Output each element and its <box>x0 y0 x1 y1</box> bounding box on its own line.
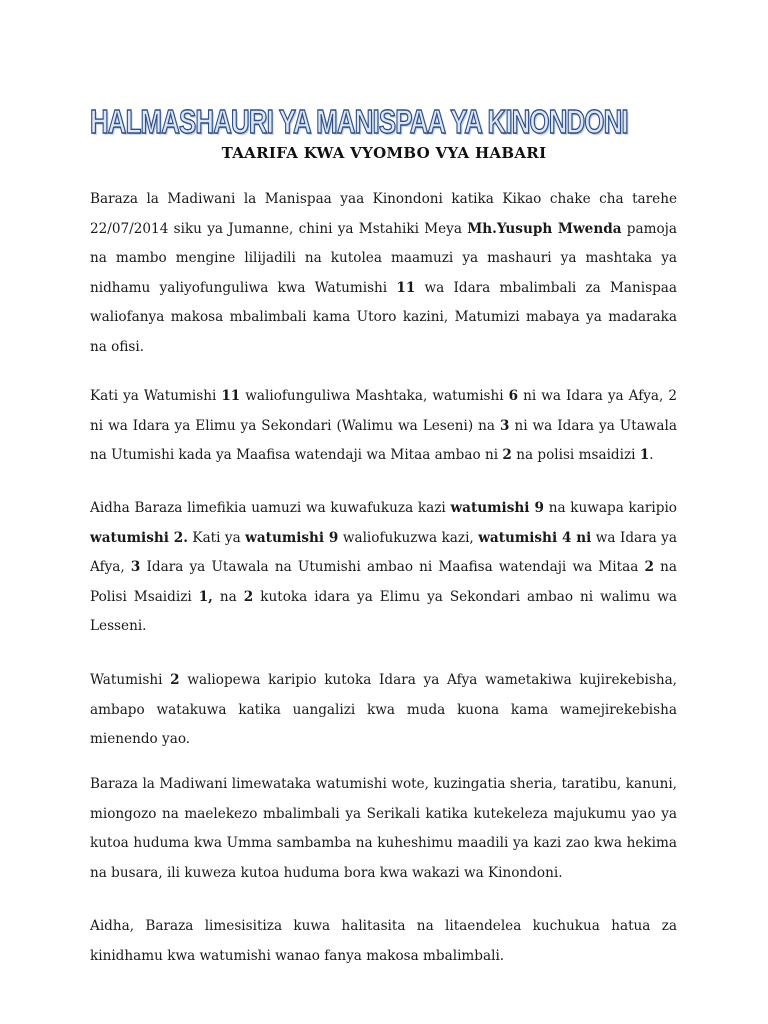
text-segment: waliofunguliwa Mashtaka, watumishi <box>240 388 509 404</box>
bold-text-segment: 3 <box>130 559 141 575</box>
paragraph <box>90 382 677 471</box>
paragraph <box>90 185 677 362</box>
text-segment: wa Idara ya Afya, <box>90 529 677 575</box>
text-segment: Aidha Baraza limefikia uamuzi wa kuwafukuza kazi <box>90 500 451 516</box>
council-banner: HALMASHAURI YA MANISPAA YA KINONDONI <box>90 103 628 140</box>
bold-text-segment: watumishi 9 <box>245 529 339 546</box>
bold-text-segment: 2 <box>170 672 180 688</box>
bold-text-segment: watumishi 9 <box>450 500 544 516</box>
bold-text-segment: 11 <box>221 388 241 404</box>
bold-text-segment: 11 <box>396 279 416 296</box>
text-segment: Baraza la Madiwani limewataka watumishi wote, kuzingatia sheria, taratibu, kanuni, miongozo na maelekezo mbalimbali ya Serikali katika kutekeleza majukumu yao ya kutoa huduma kwa Umma sambamba na kuheshimu maadili ya kazi zao kwa hekima na busara, ili kuweza kutoa huduma bora kwa wakazi wa Kinondoni. <box>90 776 677 881</box>
bold-text-segment: 1, <box>198 588 213 605</box>
text-segment: Idara ya Utawala na Utumishi ambao ni Maafisa watendaji wa Mitaa <box>140 559 645 575</box>
text-segment: Kati ya <box>187 529 246 546</box>
bold-text-segment: 2 <box>502 447 512 463</box>
text-segment: Aidha, Baraza limesisitiza kuwa halitasita na litaendelea kuchukua hatua za kinidhamu kwa watumishi wanao fanya makosa mbalimbali. <box>90 918 677 964</box>
text-segment: na <box>212 588 244 605</box>
bold-text-segment: 6 <box>508 388 519 404</box>
text-segment: na polisi msaidizi <box>511 447 640 463</box>
bold-text-segment: watumishi 4 ni <box>478 529 592 546</box>
text-segment: na kuwapa karipio <box>544 500 677 516</box>
text-segment: na Polisi Msaidizi <box>90 559 677 605</box>
bold-text-segment: 2 <box>644 559 654 575</box>
text-segment: ni wa Idara ya Afya, 2 ni wa Idara ya Elimu ya Sekondari (Walimu wa Leseni) na <box>90 388 677 434</box>
paragraph <box>90 770 677 888</box>
text-segment: kutoka idara ya Elimu ya Sekondari ambao ni walimu wa Lesseni. <box>90 588 677 634</box>
paragraph <box>90 666 677 755</box>
press-release-title: TAARIFA KWA VYOMBO VYA HABARI <box>221 144 547 162</box>
bold-text-segment: 2 <box>243 588 254 605</box>
paragraph <box>90 912 677 971</box>
paragraph <box>90 494 677 642</box>
text-segment: waliopewa karipio kutoka Idara ya Afya wametakiwa kujirekebisha, ambapo watakuwa katika uangalizi kwa muda kuona kama wamejirekebisha mienendo yao. <box>90 672 678 747</box>
text-segment: Kati ya Watumishi <box>90 388 222 404</box>
bold-text-segment: 1 <box>639 447 650 463</box>
bold-text-segment: watumishi 2. <box>90 529 188 546</box>
bold-text-segment: Mh.Yusuph Mwenda <box>467 220 622 237</box>
text-segment: . <box>649 447 654 463</box>
text-segment: wa Idara mbalimbali za Manispaa waliofanya makosa mbalimbali kama Utoro kazini, Matumizi mabaya ya madaraka na ofisi. <box>90 279 678 355</box>
text-segment: Baraza la Madiwani la Manispaa yaa Kinondoni katika Kikao chake cha tarehe 22/07/2014 siku ya Jumanne, chini ya Mstahiki Meya <box>90 191 677 237</box>
text-segment: Watumishi <box>90 672 171 688</box>
text-segment: pamoja na mambo mengine lilijadili na kutolea maamuzi ya mashauri ya mashtaka ya nidhamu yaliyofunguliwa kwa Watumishi <box>90 220 677 296</box>
text-segment: waliofukuzwa kazi, <box>338 529 479 546</box>
text-segment: ni wa Idara ya Utawala na Utumishi kada ya Maafisa watendaji wa Mitaa ambao ni <box>90 417 677 463</box>
bold-text-segment: 3 <box>500 417 510 434</box>
